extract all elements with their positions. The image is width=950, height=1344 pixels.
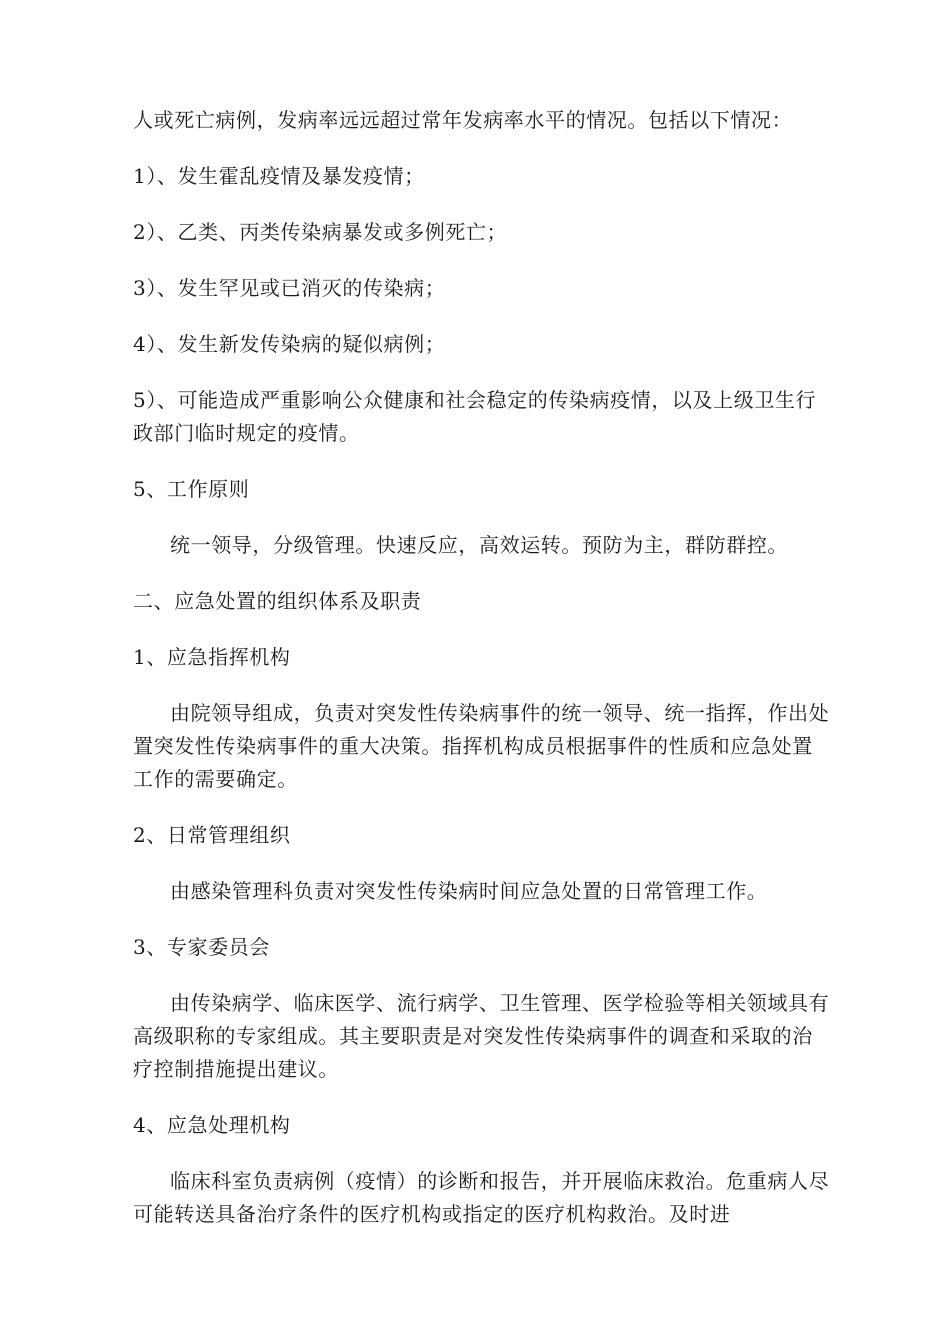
section-heading-command: 1、应急指挥机构 (133, 645, 291, 669)
paragraph-work-principles: 统一领导，分级管理。快速反应，高效运转。预防为主，群防群控。 (170, 533, 788, 557)
section-heading-work-principles: 5、工作原则 (133, 477, 250, 501)
section-heading-daily-management: 2、日常管理组织 (133, 823, 291, 847)
paragraph-expert-committee: 由传染病学、临床医学、流行病学、卫生管理、医学检验等相关领域具有高级职称的专家组成。其主要职责是对突发性传染病事件的调查和采取的治疗控制措施提出建议。 (133, 991, 830, 1081)
list-item-4: 4）、发生新发传染病的疑似病例； (133, 332, 446, 356)
list-item-2: 2）、乙类、丙类传染病暴发或多例死亡； (133, 220, 508, 244)
list-item-3: 3）、发生罕见或已消灭的传染病； (133, 276, 446, 300)
paragraph-daily-management: 由感染管理科负责对突发性传染病时间应急处置的日常管理工作。 (170, 879, 768, 903)
paragraph-emergency-handling: 临床科室负责病例（疫情）的诊断和报告，并开展临床救治。危重病人尽可能转送具备治疗条件的医疗机构或指定的医疗机构救治。及时进 (133, 1169, 830, 1226)
list-item-5: 5）、可能造成严重影响公众健康和社会稳定的传染病疫情，以及上级卫生行政部门临时规定的疫情。 (133, 388, 817, 445)
paragraph-command: 由院领导组成，负责对突发性传染病事件的统一领导、统一指挥，作出处置突发性传染病事件的重大决策。指挥机构成员根据事件的性质和应急处置工作的需要确定。 (133, 701, 830, 791)
paragraph-intro: 人或死亡病例，发病率远远超过常年发病率水平的情况。包括以下情况： (133, 108, 793, 132)
section-heading-expert-committee: 3、专家委员会 (133, 935, 270, 959)
list-item-1: 1）、发生霍乱疫情及暴发疫情； (133, 164, 425, 188)
section-heading-emergency-handling: 4、应急处理机构 (133, 1113, 291, 1137)
chapter-heading-organization: 二、应急处置的组织体系及职责 (133, 589, 422, 613)
document-page (133, 104, 833, 1254)
